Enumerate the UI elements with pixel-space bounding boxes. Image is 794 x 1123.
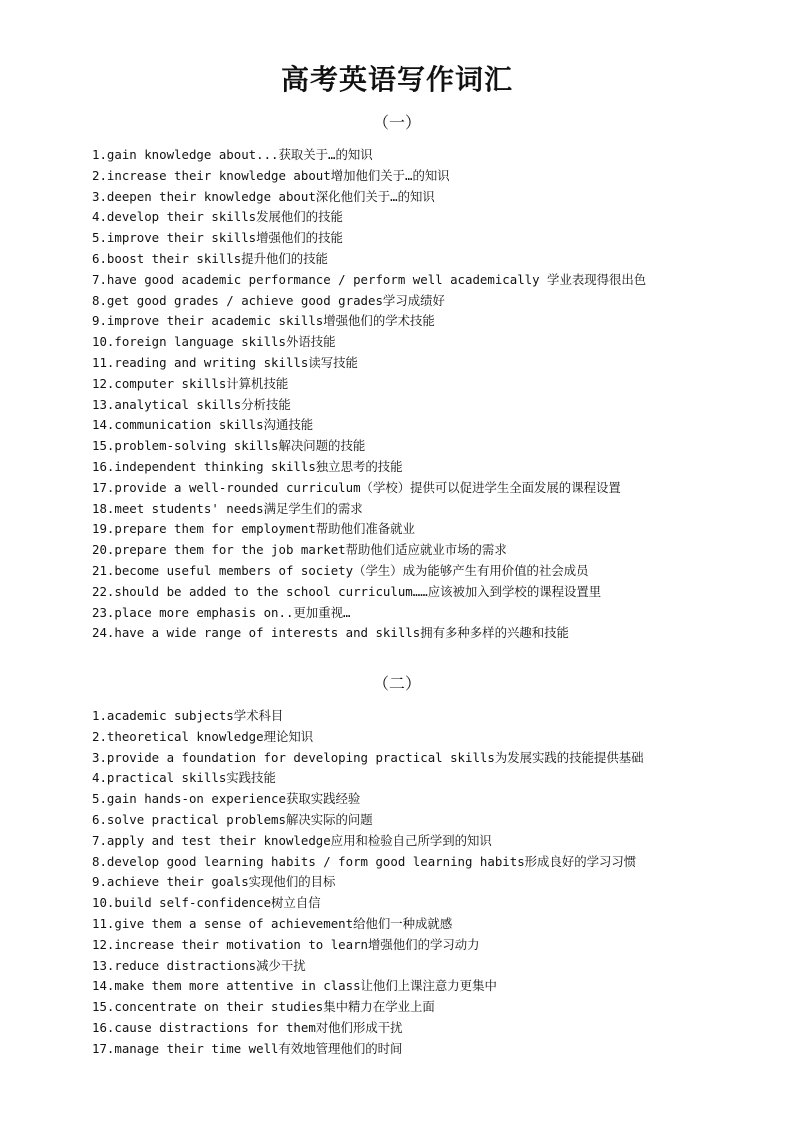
list-item: 23.place more emphasis on..更加重视…	[92, 604, 351, 620]
list-item: 15.concentrate on their studies集中精力在学业上面	[92, 999, 435, 1015]
section-heading-1: （一）	[372, 113, 421, 132]
section-heading-2: （二）	[372, 674, 421, 693]
list-item: 10.foreign language skills外语技能	[92, 334, 336, 350]
list-item: 5.gain hands-on experience获取实践经验	[92, 791, 361, 807]
list-item: 24.have a wide range of interests and skills拥有多种多样的兴趣和技能	[92, 625, 569, 641]
list-item: 14.make them more attentive in class让他们上课注意力更集中	[92, 978, 497, 994]
list-item: 3.deepen their knowledge about深化他们关于…的知识	[92, 188, 435, 204]
list-item: 6.boost their skills提升他们的技能	[92, 250, 328, 266]
list-item: 16.cause distractions for them对他们形成干扰	[92, 1019, 403, 1035]
page-title: 高考英语写作词汇	[280, 63, 513, 96]
list-item: 15.problem-solving skills解决问题的技能	[92, 438, 366, 454]
list-item: 8.develop good learning habits / form good learning habits形成良好的学习习惯	[92, 853, 637, 869]
list-item: 16.independent thinking skills独立思考的技能	[92, 458, 403, 474]
list-item: 12.computer skills计算机技能	[92, 375, 289, 391]
list-item: 4.practical skills实践技能	[92, 770, 276, 786]
list-item: 21.become useful members of society（学生）成为能够产生有用价值的社会成员	[92, 562, 589, 578]
list-item: 14.communication skills沟通技能	[92, 417, 314, 433]
list-item: 9.achieve their goals实现他们的目标	[92, 874, 336, 890]
list-item: 8.get good grades / achieve good grades学习成绩好	[92, 292, 445, 308]
list-item: 20.prepare them for the job market帮助他们适应就业市场的需求	[92, 542, 507, 558]
list-item: 19.prepare them for employment帮助他们准备就业	[92, 521, 415, 537]
list-item: 1.gain knowledge about...获取关于…的知识	[92, 147, 373, 162]
list-item: 17.manage their time well有效地管理他们的时间	[92, 1040, 403, 1056]
list-item: 5.improve their skills增强他们的技能	[92, 230, 343, 246]
list-item: 7.apply and test their knowledge应用和检验自己所学到的知识	[92, 832, 492, 848]
list-item: 13.reduce distractions减少干扰	[92, 957, 306, 973]
vocabulary-list-1	[92, 145, 782, 644]
list-item: 12.increase their motivation to learn增强他们的学习动力	[92, 936, 480, 952]
list-item: 11.give them a sense of achievement给他们一种成就感	[92, 915, 453, 931]
list-item: 4.develop their skills发展他们的技能	[92, 209, 343, 225]
list-item: 13.analytical skills分析技能	[92, 396, 291, 412]
vocabulary-list-2	[92, 706, 782, 1060]
list-item: 9.improve their academic skills增强他们的学术技能	[92, 313, 435, 329]
list-item: 22.should be added to the school curriculum……应该被加入到学校的课程设置里	[92, 583, 602, 599]
list-item: 10.build self-confidence树立自信	[92, 895, 321, 911]
list-item: 2.theoretical knowledge理论知识	[92, 728, 314, 744]
list-item: 7.have good academic performance / perform well academically 学业表现得很出色	[92, 271, 647, 287]
list-item: 11.reading and writing skills读写技能	[92, 354, 358, 370]
list-item: 17.provide a well-rounded curriculum（学校）提供可以促进学生全面发展的课程设置	[92, 479, 621, 495]
list-item: 6.solve practical problems解决实际的问题	[92, 811, 373, 827]
list-item: 3.provide a foundation for developing practical skills为发展实践的技能提供基础	[92, 749, 644, 765]
list-item: 18.meet students' needs满足学生们的需求	[92, 500, 363, 516]
list-item: 2.increase their knowledge about增加他们关于…的知识	[92, 167, 450, 183]
list-item: 1.academic subjects学术科目	[92, 708, 284, 723]
